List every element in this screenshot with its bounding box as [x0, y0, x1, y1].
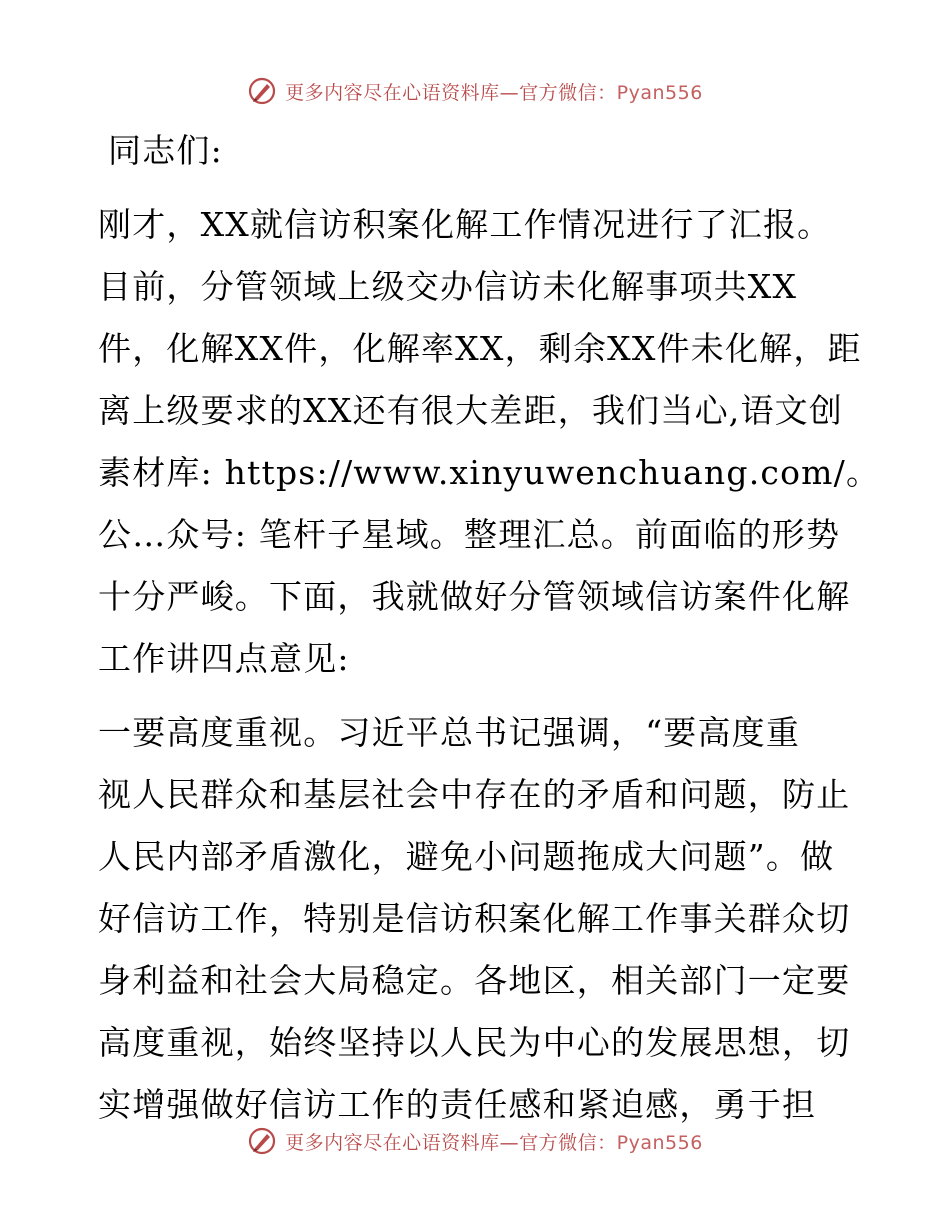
text-line: 高度重视，始终坚持以人民为中心的发展思想，切 [98, 1023, 851, 1062]
paragraph-1 [98, 194, 881, 690]
quill-pen-logo-icon [247, 1126, 277, 1156]
text-line: 件，化解XX件，化解率XX，剩余XX件未化解，距 [98, 329, 862, 368]
banner-text: 更多内容尽在心语资料库—官方微信：Pyan556 [285, 1131, 703, 1154]
wechat-id: Pyan556 [616, 1131, 703, 1154]
text-line: 目前，分管领域上级交办信访未化解事项共XX [98, 267, 798, 306]
text-line: 人民内部矛盾激化，避免小问题拖成大问题”。做 [98, 837, 835, 876]
paragraph-2 [98, 702, 850, 1136]
text-line: 一要高度重视。习近平总书记强调，“要高度重 [98, 713, 801, 752]
text-line: 身利益和社会大局稳定。各地区，相关部门一定要 [98, 961, 851, 1000]
header-watermark-banner [0, 74, 950, 108]
text-line: 离上级要求的XX还有很大差距，我们当心,语文创 [98, 391, 844, 430]
text-line: 公…众号: 笔杆子星域。整理汇总。前面临的形势 [98, 515, 841, 554]
document-body [98, 120, 881, 1136]
text-line: 工作讲四点意见: [98, 639, 350, 678]
text-line: 好信访工作，特别是信访积案化解工作事关群众切 [98, 899, 851, 938]
quill-pen-logo-icon [247, 76, 277, 106]
text-line: 视人民群众和基层社会中存在的矛盾和问题，防止 [98, 775, 851, 814]
text-line: 素材库: https://www.xinyuwenchuang.com/。 [98, 453, 881, 492]
text-line: 刚才，XX就信访积案化解工作情况进行了汇报。 [98, 205, 832, 244]
banner-text: 更多内容尽在心语资料库—官方微信：Pyan556 [285, 81, 703, 104]
wechat-id: Pyan556 [616, 81, 703, 104]
salutation: 同志们: [108, 131, 223, 170]
text-line: 十分严峻。下面，我就做好分管领域信访案件化解 [98, 577, 851, 616]
footer-watermark-banner [0, 1124, 950, 1158]
text-line: 实增强做好信访工作的责任感和紧迫感，勇于担 [98, 1085, 817, 1124]
